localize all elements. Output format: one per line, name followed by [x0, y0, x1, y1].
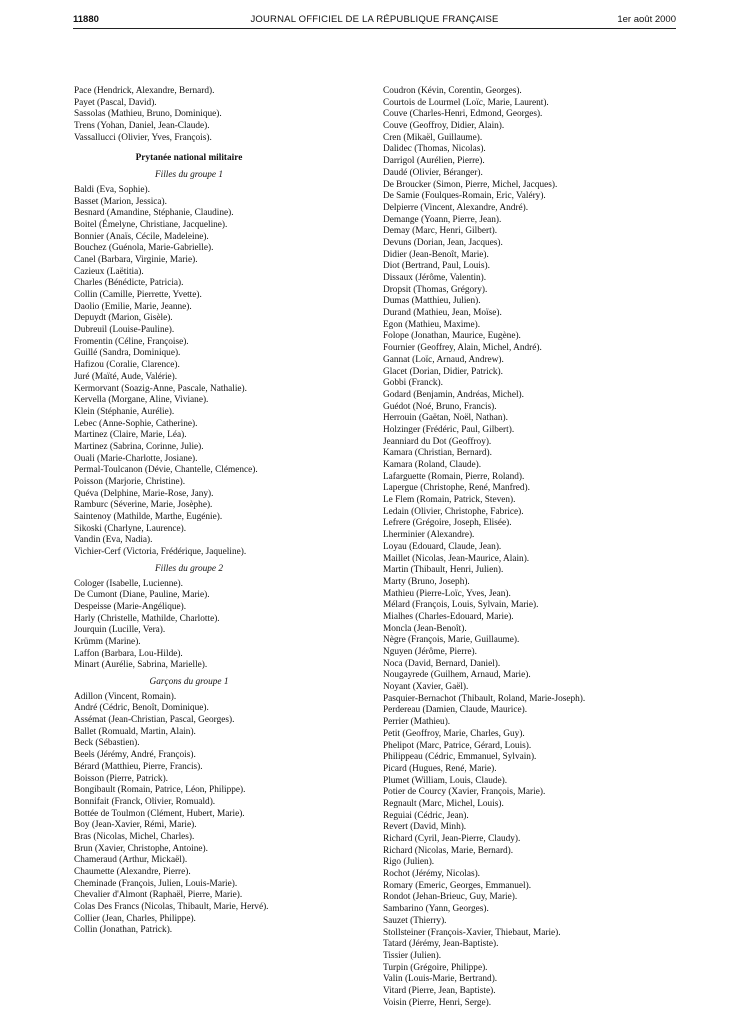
list-item: Sauzet (Thierry). [383, 915, 447, 926]
right-column [383, 86, 683, 1009]
list-item: Sassolas (Mathieu, Bruno, Dominique). [74, 109, 222, 120]
list-item: De Cumont (Diane, Pauline, Marie). [74, 590, 210, 601]
list-item: Beck (Sébastien). [74, 738, 140, 749]
list-item: Collin (Jonathan, Patrick). [74, 925, 173, 936]
list-item: Regnault (Marc, Michel, Louis). [383, 798, 504, 809]
list-item: Pace (Hendrick, Alexandre, Bernard). [74, 86, 215, 96]
list-item: Demange (Yoann, Pierre, Jean). [383, 214, 502, 225]
list-item: Saintenoy (Mathilde, Marthe, Eugénie). [74, 512, 223, 523]
list-item: Picard (Hugues, René, Marie). [383, 763, 497, 774]
list-item: Kamara (Christian, Bernard). [383, 448, 492, 459]
list-item: Couve (Geoffroy, Didier, Alain). [383, 121, 505, 132]
list-item: Martinez (Claire, Marie, Léa). [74, 430, 187, 441]
list-item: Marty (Bruno, Joseph). [383, 576, 470, 587]
list-item: Stollsteiner (François-Xavier, Thiebaut, Marie). [383, 927, 561, 938]
page-number: 11880 [73, 14, 99, 25]
list-item: Gannat (Loïc, Arnaud, Andrew). [383, 354, 504, 365]
list-item: Tatard (Jérémy, Jean-Baptiste). [383, 939, 499, 950]
list-item: Jourquin (Lucille, Vera). [74, 625, 166, 636]
list-item: Cologer (Isabelle, Lucienne). [74, 578, 183, 589]
list-item: Guédot (Noé, Bruno, Francis). [383, 401, 497, 412]
list-item: Ledain (Olivier, Christophe, Fabrice). [383, 506, 524, 517]
list-item: Bras (Nicolas, Michel, Charles). [74, 831, 195, 842]
issue-date: 1er août 2000 [617, 14, 676, 25]
list-item: Dalidec (Thomas, Nicolas). [383, 144, 486, 155]
list-item: Plumet (William, Louis, Claude). [383, 775, 508, 786]
list-item: Nègre (François, Marie, Guillaume). [383, 635, 520, 646]
list-item: Coudron (Kévin, Corentin, Georges). [383, 86, 522, 96]
list-item: Chameraud (Arthur, Mickaël). [74, 855, 188, 866]
list-item: Baldi (Eva, Sophie). [74, 184, 150, 195]
list-item: Noca (David, Bernard, Daniel). [383, 658, 501, 669]
list-item: Harly (Christelle, Mathilde, Charlotte). [74, 613, 220, 624]
list-item: Fromentin (Céline, Françoise). [74, 336, 189, 347]
list-item: Reguiai (Cédric, Jean). [383, 810, 469, 821]
list-item: Bouchez (Guénola, Marie-Gabrielle). [74, 243, 214, 254]
list-item: Cren (Mikaël, Guillaume). [383, 132, 483, 143]
group-title: Garçons du groupe 1 [149, 677, 229, 687]
list-item: Minart (Aurélie, Sabrina, Marielle). [74, 660, 208, 671]
page-header [73, 12, 676, 29]
list-item: Kervella (Morgane, Aline, Viviane). [74, 395, 209, 406]
list-item: Brun (Xavier, Christophe, Antoine). [74, 843, 208, 854]
list-item: Colas Des Francs (Nicolas, Thibault, Marie, Hervé). [74, 902, 269, 913]
list-item: Juré (Maïté, Aude, Valérie). [74, 371, 178, 382]
list-item: Klein (Stéphanie, Aurélie). [74, 406, 175, 417]
list-item: Bottée de Toulmon (Clément, Hubert, Marie). [74, 808, 245, 819]
list-item: Potier de Courcy (Xavier, François, Marie). [383, 787, 546, 798]
list-item: Adillon (Vincent, Romain). [74, 691, 177, 702]
list-item: Guillé (Sandra, Dominique). [74, 348, 181, 359]
list-item: Godard (Benjamin, Andréas, Michel). [383, 389, 524, 400]
list-item: Nougayrede (Guilhem, Arnaud, Marie). [383, 670, 531, 681]
list-item: Herrouin (Gaëtan, Noël, Nathan). [383, 413, 508, 424]
list-item: Nguyen (Jérôme, Pierre). [383, 647, 477, 657]
list-item: Cazieux (Laëtitia). [74, 266, 144, 277]
list-item: Romary (Emeric, Georges, Emmanuel). [383, 880, 532, 891]
list-item: Darrigol (Aurélien, Pierre). [383, 156, 485, 167]
list-item: Chevalier d'Almont (Raphaël, Pierre, Marie). [74, 890, 243, 901]
list-item: Boitel (Émelyne, Christiane, Jacqueline). [74, 219, 228, 230]
list-item: Quéva (Delphine, Marie-Rose, Jany). [74, 488, 214, 499]
list-item: Collin (Camille, Pierrette, Yvette). [74, 290, 202, 300]
list-item: Canel (Barbara, Virginie, Marie). [74, 254, 198, 265]
list-item: Rochot (Jérémy, Nicolas). [383, 869, 480, 880]
list-item: Depuydt (Marion, Gisèle). [74, 313, 173, 324]
list-item: Ballet (Romuald, Martin, Alain). [74, 726, 196, 737]
left-column [74, 86, 374, 937]
list-item: Lherminier (Alexandre). [383, 530, 475, 541]
list-item: Charles (Bénédicte, Patricia). [74, 278, 184, 289]
list-item: Lefrere (Grégoire, Joseph, Elisée). [383, 518, 512, 529]
list-item: De Samie (Foulques-Romain, Eric, Valéry). [383, 191, 546, 202]
list-item: Didier (Jean-Benoît, Marie). [383, 249, 489, 260]
list-item: Delpierre (Vincent, Alexandre, André). [383, 202, 529, 213]
list-item: Laffon (Barbara, Lou-Hilde). [74, 648, 183, 659]
list-item: Courtois de Lourmel (Loïc, Marie, Laurent). [383, 97, 549, 108]
list-item: Collier (Jean, Charles, Philippe). [74, 913, 196, 924]
list-item: De Broucker (Simon, Pierre, Michel, Jacques). [383, 179, 558, 190]
list-item: Philippeau (Cédric, Emmanuel, Sylvain). [383, 752, 537, 763]
list-item: Daudé (Olivier, Béranger). [383, 167, 483, 178]
list-item: Lafarguette (Romain, Pierre, Roland). [383, 471, 525, 482]
list-item: Ouali (Marie-Charlotte, Josiane). [74, 453, 198, 464]
list-item: Loyau (Edouard, Claude, Jean). [383, 541, 502, 552]
journal-title: JOURNAL OFFICIEL DE LA RÉPUBLIQUE FRANÇAISE [250, 14, 499, 25]
list-item: Sikoski (Charlyne, Laurence). [74, 523, 187, 534]
list-item: Perrier (Mathieu). [383, 717, 451, 728]
list-item: Folope (Jonathan, Maurice, Eugène). [383, 331, 521, 342]
list-item: Mélard (François, Louis, Sylvain, Marie). [383, 600, 539, 611]
list-item: Kamara (Roland, Claude). [383, 460, 482, 470]
list-item: Rigo (Julien). [383, 857, 435, 868]
list-item: Martinez (Sabrina, Corinne, Julie). [74, 441, 204, 452]
list-item: Richard (Cyril, Jean-Pierre, Claudy). [383, 834, 521, 844]
list-item: Couve (Charles-Henri, Edmond, Georges). [383, 109, 543, 120]
list-item: Poisson (Marjorie, Christine). [74, 477, 186, 487]
list-item: Krümm (Marine). [74, 636, 141, 647]
list-item: Diot (Bertrand, Paul, Louis). [383, 261, 490, 272]
section-title: Prytanée national militaire [135, 153, 243, 164]
list-item: Permal-Toulcanon (Dévie, Chantelle, Clémence). [74, 465, 258, 476]
list-item: Trens (Yohan, Daniel, Jean-Claude). [74, 121, 210, 132]
group-title: Filles du groupe 1 [154, 170, 224, 181]
list-item: Lebec (Anne-Sophie, Catherine). [74, 418, 198, 429]
list-item: Dropsit (Thomas, Grégory). [383, 284, 488, 295]
list-item: Gobbi (Franck). [383, 378, 443, 389]
list-item: Vassallucci (Olivier, Yves, François). [74, 132, 212, 143]
list-item: Maillet (Nicolas, Jean-Maurice, Alain). [383, 553, 530, 564]
list-item: André (Cédric, Benoît, Dominique). [74, 703, 209, 714]
list-item: Tissier (Julien). [383, 950, 442, 961]
list-item: Mathieu (Pierre-Loïc, Yves, Jean). [383, 588, 511, 599]
list-item: Revert (David, Minh). [383, 822, 467, 833]
list-item: Le Flem (Romain, Patrick, Steven). [383, 495, 516, 506]
list-item: Rondot (Jehan-Brieuc, Guy, Marie). [383, 892, 518, 903]
list-item: Fournier (Geoffrey, Alain, Michel, André). [383, 343, 542, 354]
list-item: Martin (Thibault, Henri, Julien). [383, 565, 504, 576]
list-item: Ramburc (Séverine, Marie, Josèphe). [74, 500, 213, 511]
list-item: Moncla (Jean-Benoît). [383, 623, 467, 634]
list-item: Perdereau (Damien, Claude, Maurice). [383, 705, 528, 716]
list-item: Bonnier (Anaïs, Cécile, Madeleine). [74, 231, 209, 242]
list-item: Lapergue (Christophe, René, Manfred). [383, 483, 530, 494]
list-item: Kermorvant (Soazig-Anne, Pascale, Nathalie). [74, 383, 247, 394]
list-item: Sambarino (Yann, Georges). [383, 904, 489, 915]
list-item: Payet (Pascal, David). [74, 97, 157, 108]
list-item: Bongibault (Romain, Patrice, Léon, Philippe). [74, 785, 246, 796]
list-item: Devuns (Dorian, Jean, Jacques). [383, 237, 503, 248]
list-item: Basset (Marion, Jessica). [74, 196, 167, 207]
list-item: Dubreuil (Louise-Pauline). [74, 325, 175, 336]
group-title: Filles du groupe 2 [154, 563, 224, 574]
list-item: Durand (Mathieu, Jean, Moïse). [383, 308, 502, 319]
list-item: Mialhes (Charles-Edouard, Marie). [383, 611, 514, 622]
list-item: Demay (Marc, Henri, Gilbert). [383, 226, 498, 237]
list-item: Dumas (Matthieu, Julien). [383, 296, 481, 307]
list-item: Assémat (Jean-Christian, Pascal, Georges). [74, 715, 235, 726]
list-item: Boy (Jean-Xavier, Rémi, Marie). [74, 820, 197, 831]
list-item: Besnard (Amandine, Stéphanie, Claudine). [74, 208, 234, 219]
list-item: Phelipot (Marc, Patrice, Gérard, Louis). [383, 740, 532, 751]
list-item: Petit (Geoffroy, Marie, Charles, Guy). [383, 728, 525, 739]
list-item: Vandin (Eva, Nadia). [74, 535, 153, 546]
list-item: Bonnifait (Franck, Olivier, Romuald). [74, 796, 216, 807]
list-item: Dissaux (Jérôme, Valentin). [383, 273, 487, 283]
list-item: Turpin (Grégoire, Philippe). [383, 962, 488, 973]
list-item: Hafizou (Coralie, Clarence). [74, 360, 180, 371]
list-item: Valin (Louis-Marie, Bertrand). [383, 974, 498, 985]
list-item: Vichier-Cerf (Victoria, Frédérique, Jaqueline). [74, 547, 247, 558]
list-item: Pasquier-Bernachot (Thibault, Roland, Marie-Joseph). [383, 693, 586, 704]
list-item: Holzinger (Frédéric, Paul, Gilbert). [383, 424, 515, 435]
list-item: Voisin (Pierre, Henri, Serge). [383, 997, 492, 1008]
list-item: Boisson (Pierre, Patrick). [74, 773, 168, 784]
list-item: Egon (Mathieu, Maxime). [383, 319, 481, 330]
list-item: Bérard (Matthieu, Pierre, Francis). [74, 761, 203, 772]
list-item: Daolio (Emilie, Marie, Jeanne). [74, 301, 192, 312]
list-item: Chaumette (Alexandre, Pierre). [74, 867, 191, 877]
list-item: Beels (Jérémy, André, François). [74, 750, 196, 761]
list-item: Cheminade (François, Julien, Louis-Marie). [74, 878, 238, 889]
list-item: Glacet (Dorian, Didier, Patrick). [383, 366, 503, 377]
list-item: Noyant (Xavier, Gaël). [383, 682, 469, 693]
list-item: Vitard (Pierre, Jean, Baptiste). [383, 985, 496, 996]
list-item: Richard (Nicolas, Marie, Bernard). [383, 845, 514, 856]
list-item: Jeanniard du Dot (Geoffroy). [383, 436, 492, 447]
list-item: Despeisse (Marie-Angélique). [74, 601, 187, 612]
